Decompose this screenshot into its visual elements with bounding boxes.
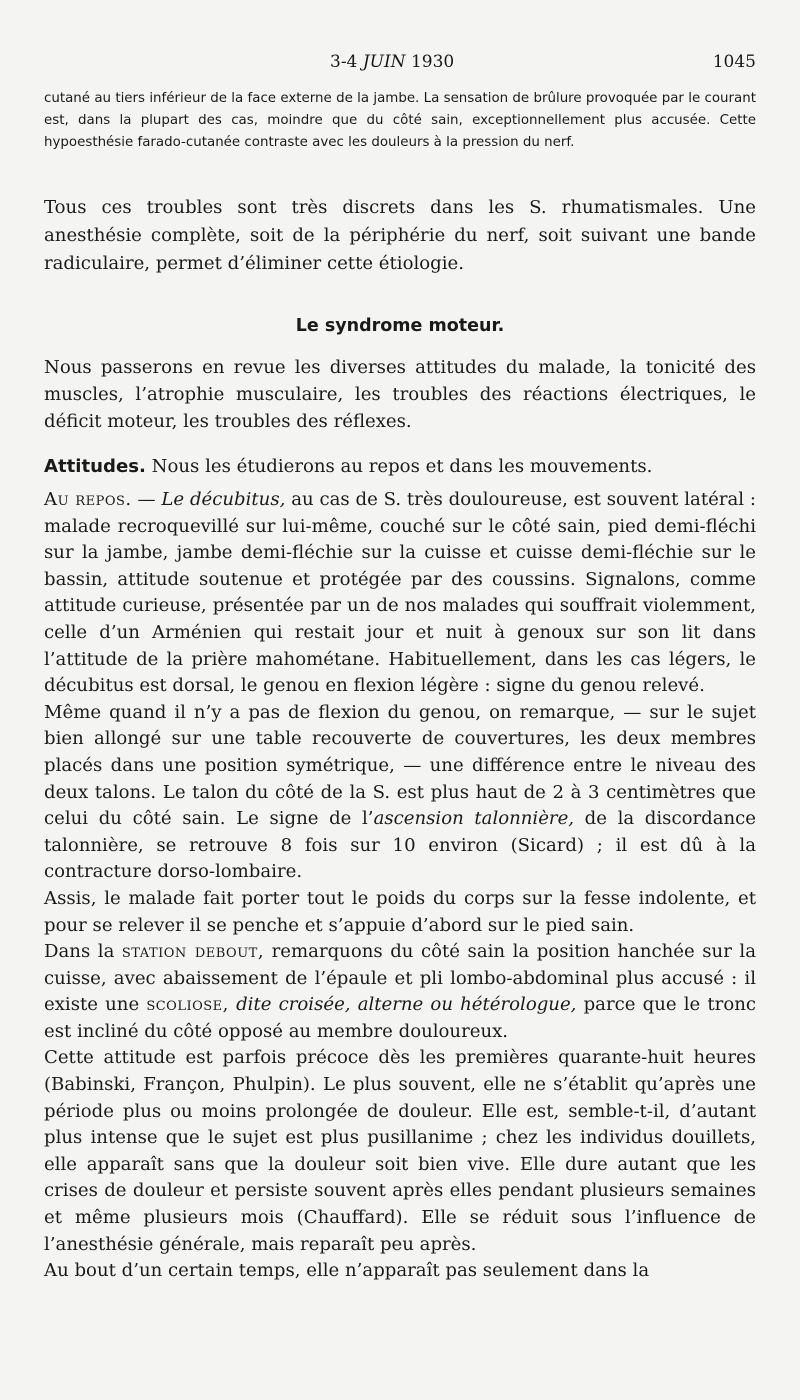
- page-number: 1045: [712, 52, 756, 72]
- paragraph-au-repos: Au repos. — Le décubitus, au cas de S. très douloureuse, est souvent latéral : malade recroquevillé sur lui-même, couché sur le côté sain, pied demi-fléchi sur la jambe, jambe demi-fléchie sur la cuisse et cuisse demi-fléchie sur le bassin, attitude soutenue et protégée par des coussins. Signalons, comme attitude curieuse, présentée par un de nos malades qui souffrait violemment, celle d’un Arménien qui restait jour et nuit à genoux sur son lit dans l’attitude de la prière mahométane. Habituellement, dans les cas légers, le décubitus est dorsal, le genou en flexion légère : signe du genou relevé.: [44, 489, 756, 697]
- paragraph-au-bout: Au bout d’un certain temps, elle n’apparaît pas seulement dans la: [44, 1260, 650, 1282]
- header-date: 3-4 JUIN 1930: [330, 52, 455, 72]
- header-month: JUIN: [362, 52, 406, 72]
- running-header: [0, 52, 800, 76]
- station-debout-label: station debout,: [121, 941, 265, 963]
- scoliose-label: scoliose,: [146, 994, 229, 1016]
- scoliose-term: dite croisée, alterne ou hétérologue,: [228, 994, 577, 1016]
- paragraph-assis: Assis, le malade fait porter tout le poids du corps sur la fesse indolente, et pour se relever il se penche et s’appuie d’abord sur le pied sain.: [44, 887, 756, 936]
- paragraph-station-debout: Dans la station debout, remarquons du côté sain la position hanchée sur la cuisse, avec abaissement de l’épaule et pli lombo-abdominal plus accusé : il existe une scoliose, dite croisée, alterne ou hétérologue, parce que le tronc est incliné du côté opposé au membre douloureux.: [44, 941, 757, 1042]
- small-print-paragraph: cutané au tiers inférieur de la face externe de la jambe. La sensation de brûlure provoquée par le courant est, dans la plupart des cas, moindre que du côté sain, exceptionnellement plus accusée. Cette hypoesthésie farado-cutanée contraste avec les douleurs à la pression du nerf.: [44, 91, 756, 150]
- section-heading: Le syndrome moteur.: [295, 316, 505, 336]
- attitudes-line: Attitudes. Nous les étudierons au repos et dans les mouvements.: [44, 456, 653, 477]
- paragraph-rhumatismales: Tous ces troubles sont très discrets dans les S. rhumatismales. Une anesthésie complète, soit de la périphérie du nerf, soit suivant une bande radiculaire, permet d’éliminer cette étiologie.: [44, 197, 756, 274]
- ascension-term: ascension talonnière,: [373, 808, 575, 830]
- au-repos-lead: Au repos.: [44, 489, 132, 510]
- paragraph-overview: Nous passerons en revue les diverses attitudes du malade, la tonicité des muscles, l’atrophie musculaire, les troubles des réactions électriques, le déficit moteur, les troubles des réflexes.: [44, 357, 756, 432]
- paragraph-cette-attitude: Cette attitude est parfois précoce dès les premières quarante-huit heures (Babinski, Françon, Phulpin). Le plus souvent, elle ne s’établit qu’après une période plus ou moins prolongée de douleur. Elle est, semble-t-il, d’autant plus intense que le sujet est plus pusillanime ; chez les individus douillets, elle apparaît sans que la douleur soit bien vive. Elle dure autant que les crises de douleur et persiste souvent après elles pendant plusieurs semaines et même plusieurs mois (Chauffard). Elle se réduit sous l’influence de l’anesthésie générale, mais reparaît peu après.: [44, 1047, 756, 1255]
- attitudes-label: Attitudes.: [44, 456, 146, 477]
- decubitus-term: Le décubitus,: [161, 489, 286, 510]
- main-text-block: [44, 487, 756, 1285]
- paragraph-meme-quand: Même quand il n’y a pas de flexion du genou, on remarque, — sur le sujet bien allongé sur une table recouverte de couvertures, les deux membres placés dans une position symétrique, — une différence entre le niveau des deux talons. Le talon du côté de la S. est plus haut de 2 à 3 centimètres que celui du côté sain. Le signe de l’ascension talonnière, de la discordance talonnière, se retrouve 8 fois sur 10 environ (Sicard) ; il est dû à la contracture dorso-lombaire.: [44, 701, 756, 883]
